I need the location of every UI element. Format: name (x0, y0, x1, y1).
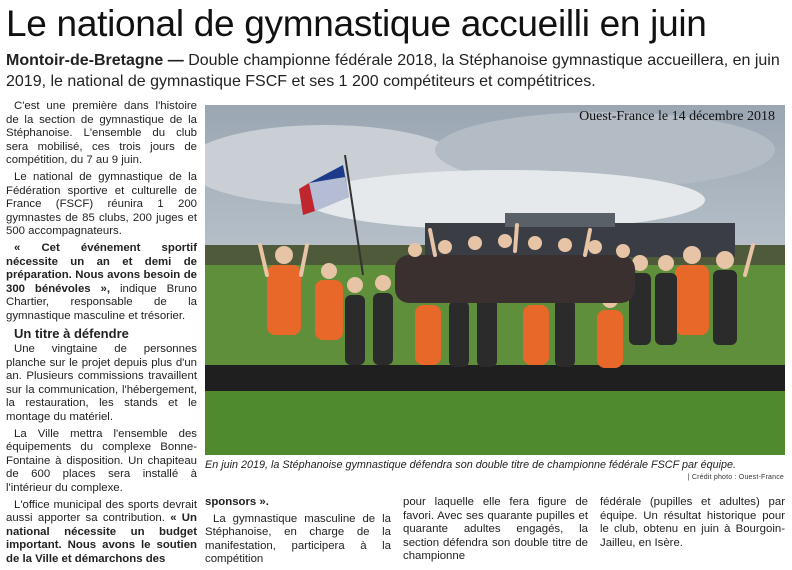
column-2-sponsors (205, 496, 391, 510)
column-4-text: fédérale (pupilles et adultes) par équipe. Un résultat historique pour le club, obtenu en juin à Bourgoin-Jailleu, en Isère. (600, 496, 785, 549)
quote-sponsors: sponsors ». (205, 496, 269, 508)
lede-text: Double championne fédérale 2018, la Stéphanoise gymnastique accueillera, en juin 2019, le national de gymnastique FSCF et ses 1 200 compétiteurs et compétitrices. (6, 52, 780, 90)
photo-caption: En juin 2019, la Stéphanoise gymnastique défendra son double titre de championne fédérale FSCF par équipe. (205, 459, 737, 471)
paragraph-2: Le national de gymnastique de la Fédération sportive et culturelle de France (FSCF) réunira 1 200 gymnastes de 85 clubs, 200 juges et 500 accompagnateurs. (6, 170, 197, 238)
quote-attribution: indique Bruno Chartier, responsable de la gymnastique masculine et trésorier. (6, 282, 197, 322)
article-headline: Le national de gymnastique accueilli en juin (6, 3, 707, 44)
paragraph-1: C'est une première dans l'histoire de la section de gymnastique de la Stéphanoise. L'ensemble du club sera mobilisé, ces trois jours de compétition, du 7 au 9 juin. (6, 100, 197, 167)
article-column-3 (403, 496, 588, 567)
paragraph-4: Une vingtaine de personnes planche sur le projet depuis plus d'un an. Plusieurs commissions travaillent sur la communication, l'hébergement, la restauration, les stands et le montage du matériel. (6, 343, 197, 424)
column-2-text: La gymnastique masculine de la Stéphanoise, en charge de la manifestation, participera à la compétition (205, 512, 391, 566)
article-column-4 (600, 496, 785, 553)
paragraph-3 (6, 242, 197, 324)
paragraph-6 (6, 499, 197, 567)
paragraph-5: La Ville mettra l'ensemble des équipements du complexe Bonne-Fontaine à disposition. Un chapiteau de 600 places sera installé à l'intérieur du complexe. (6, 427, 197, 495)
article-lede (6, 50, 786, 92)
team-photo (205, 105, 785, 455)
article-column-2 (205, 496, 391, 570)
lede-place: Montoir-de-Bretagne — (6, 52, 184, 69)
paragraph-6-text: L'office municipal des sports devrait aussi apporter sa contribution. (6, 498, 197, 525)
subheading: Un titre à défendre (14, 325, 129, 341)
quote-volunteers: « Cet événement sportif nécessite un an et demi de préparation. Nous avons besoin de 300 bénévoles », (6, 241, 197, 295)
photo-source-label: Ouest-France le 14 décembre 2018 (579, 109, 775, 124)
team-photo-illustration (205, 105, 785, 455)
article-column-1 (6, 100, 197, 570)
quote-budget: « Un national nécessite un budget important. Nous avons le soutien de la Ville et démarchons des (6, 512, 197, 565)
column-3-text: pour laquelle elle fera figure de favori. Avec ses quarante pupilles et quarante adultes engagés, la section défendra son double titre de championne (403, 496, 588, 563)
photo-credit: | Crédit photo : Ouest-France (687, 474, 784, 481)
